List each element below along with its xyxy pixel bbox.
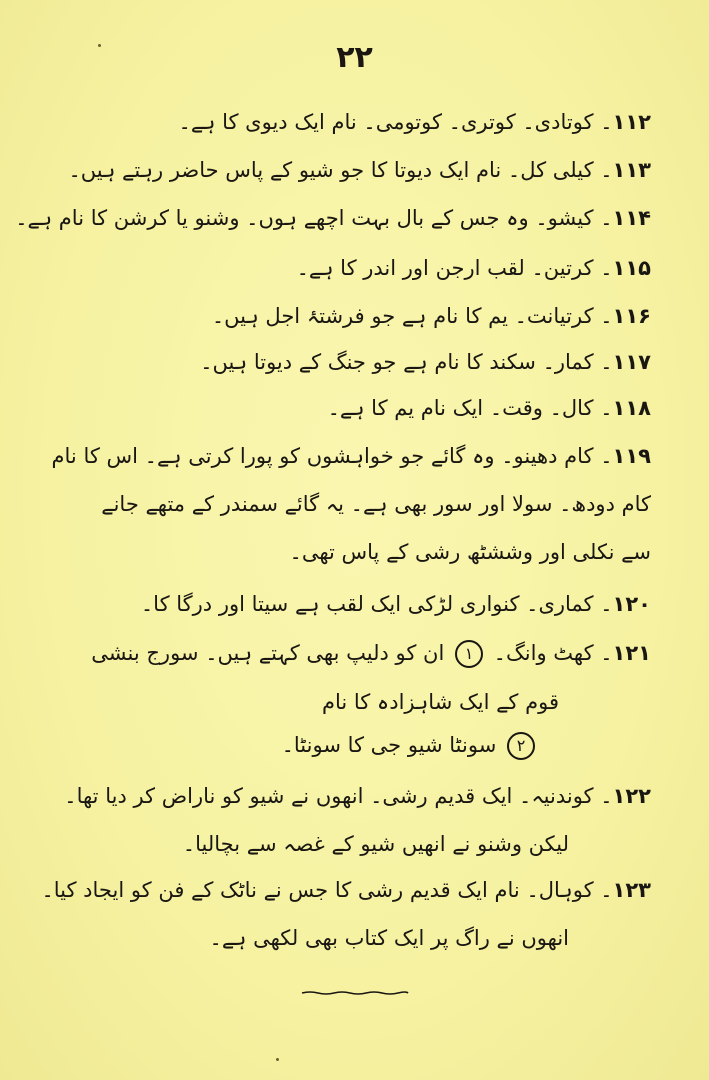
circled-number-1: ۱ bbox=[455, 640, 483, 668]
entry-text: ۔ کمار۔ سکند کا نام ہے جو جنگ کے دیوتا ہیں۔ bbox=[200, 350, 613, 374]
entry-116 bbox=[212, 304, 651, 329]
entry-text: ۔ کرتیانت۔ یم کا نام ہے جو فرشتۂ اجل ہیں۔ bbox=[211, 304, 613, 328]
entry-115 bbox=[297, 256, 651, 281]
entry-text: ۔ کال۔ وقت۔ ایک نام یم کا ہے۔ bbox=[327, 396, 613, 420]
ornamental-divider bbox=[300, 990, 410, 996]
entry-number: ۱۱۲ bbox=[612, 110, 651, 134]
entry-text: ۔ کوتادی۔ کوتری۔ کوتومی۔ نام ایک دیوی کا ہے۔ bbox=[178, 110, 613, 134]
entry-112 bbox=[179, 110, 651, 135]
page-number: ۲۲ bbox=[336, 40, 373, 75]
entry-number: ۱۱۸ bbox=[612, 396, 651, 420]
entry-121-continuation-1: قوم کے ایک شاہزادہ کا نام bbox=[321, 690, 559, 714]
paper-speck bbox=[276, 1058, 279, 1061]
entry-number: ۱۲۳ bbox=[612, 878, 651, 902]
entry-119-continuation-1: کام دودھ۔ سولا اور سور بھی ہے۔ یہ گائے سمندر کے متھے جانے bbox=[101, 492, 651, 516]
entry-number: ۱۱۵ bbox=[612, 256, 651, 280]
entry-number: ۱۱۳ bbox=[612, 158, 651, 182]
entry-number: ۱۲۰ bbox=[612, 592, 651, 616]
entry-122 bbox=[64, 784, 651, 809]
entry-text: ۔ کام دھینو۔ وہ گائے جو خواہشوں کو پورا کرتی ہے۔ اس کا نام bbox=[51, 444, 613, 468]
entry-120 bbox=[141, 592, 651, 617]
entry-number: ۱۱۹ bbox=[612, 444, 651, 468]
entry-text: ۔ کرتین۔ لقب ارجن اور اندر کا ہے۔ bbox=[296, 256, 613, 280]
entry-123-continuation-1: انھوں نے راگ پر ایک کتاب بھی لکھی ہے۔ bbox=[209, 926, 569, 950]
entry-122-continuation-1: لیکن وشنو نے انھیں شیو کے غصہ سے بچالیا۔ bbox=[182, 832, 569, 856]
entry-text: ۔ کیلی کل۔ نام ایک دیوتا کا جو شیو کے پاس حاضر رہتے ہیں۔ bbox=[68, 158, 613, 182]
circled-number-2: ۲ bbox=[507, 732, 535, 760]
entry-117 bbox=[200, 350, 651, 375]
entry-number: ۱۱۶ bbox=[612, 304, 651, 328]
entry-114 bbox=[15, 206, 651, 231]
entry-118 bbox=[328, 396, 651, 421]
entry-121 bbox=[91, 640, 651, 668]
entry-text-after: ان کو دلیپ بھی کہتے ہیں۔ سورج بنشی bbox=[91, 641, 445, 665]
entry-number: ۱۲۱ bbox=[612, 641, 651, 665]
entry-text-sub: سونٹا شیو جی کا سونٹا۔ bbox=[281, 733, 497, 757]
entry-113 bbox=[68, 158, 651, 183]
entry-number: ۱۱۷ bbox=[612, 350, 651, 374]
entry-119 bbox=[52, 444, 651, 469]
entry-number: ۱۲۲ bbox=[612, 784, 651, 808]
entry-123 bbox=[41, 878, 651, 903]
entry-text: ۔ کوندنیہ۔ ایک قدیم رشی۔ انھوں نے شیو کو ناراض کر دیا تھا۔ bbox=[64, 784, 613, 808]
entry-text: ۔ کھٹ وانگ۔ bbox=[493, 641, 613, 665]
paper-speck bbox=[98, 44, 101, 47]
entry-text: ۔ کیشو۔ وہ جس کے بال بہت اچھے ہوں۔ وشنو یا کرشن کا نام ہے۔ bbox=[15, 206, 613, 230]
entry-number: ۱۱۴ bbox=[612, 206, 651, 230]
entry-119-continuation-2: سے نکلی اور وششٹھ رشی کے پاس تھی۔ bbox=[289, 540, 651, 564]
entry-text: ۔ کماری۔ کنواری لڑکی ایک لقب ہے سیتا اور درگا کا۔ bbox=[140, 592, 613, 616]
entry-121-continuation-2 bbox=[282, 732, 539, 760]
entry-text: ۔ کوہال۔ نام ایک قدیم رشی کا جس نے ناٹک کے فن کو ایجاد کیا۔ bbox=[41, 878, 613, 902]
